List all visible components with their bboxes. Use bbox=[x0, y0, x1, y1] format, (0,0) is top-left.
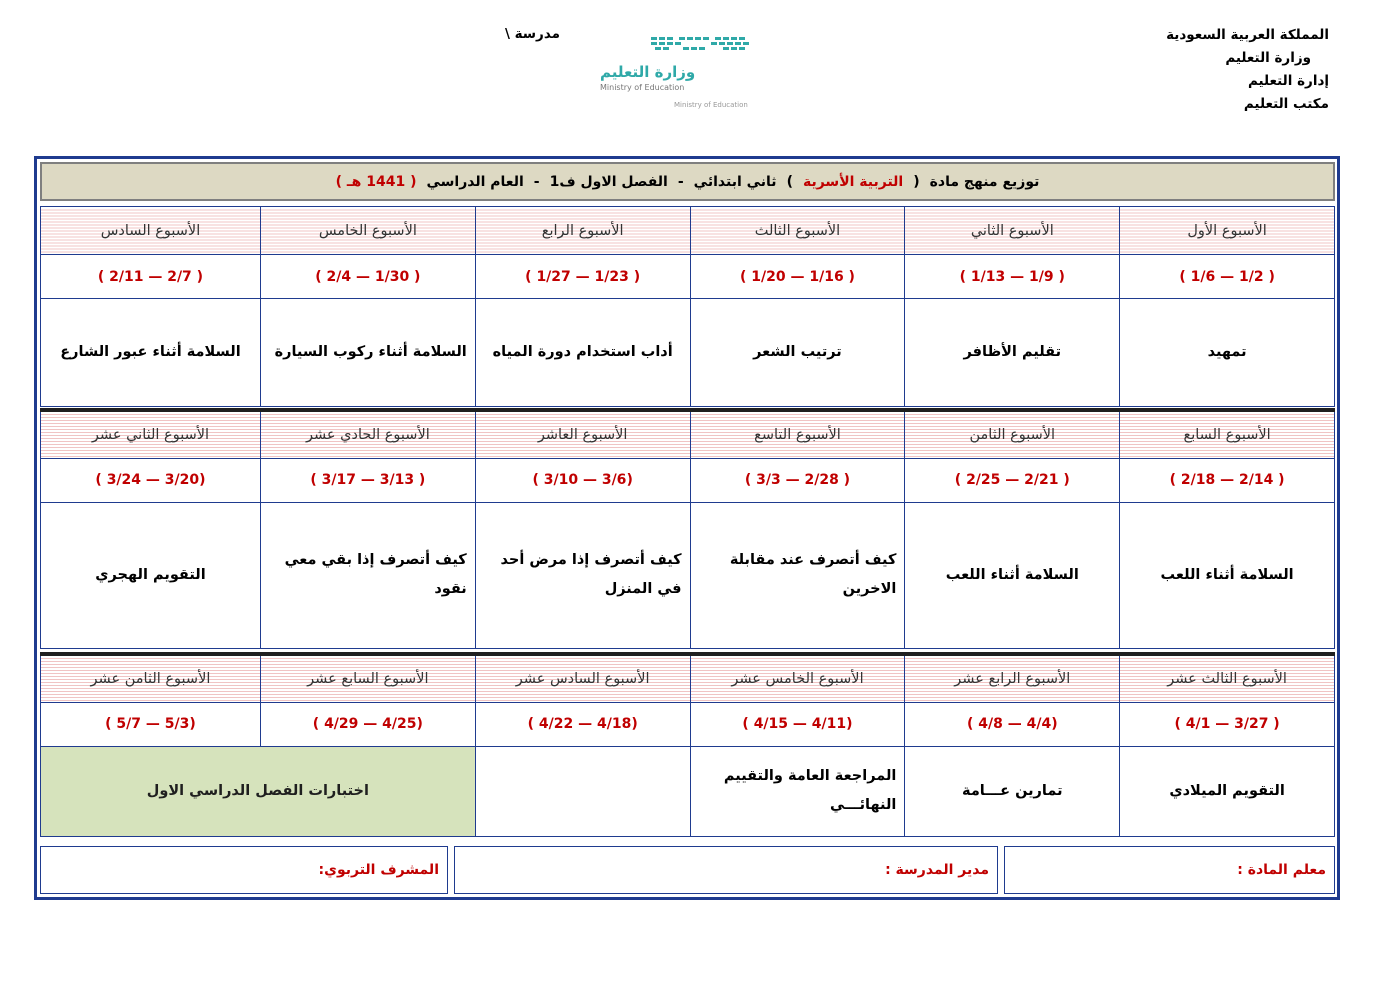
ministry-logo bbox=[596, 32, 756, 112]
week-dates: ( 2/21 — 2/25 ) bbox=[905, 458, 1120, 502]
week-topic: تقليم الأظافر bbox=[905, 299, 1120, 407]
week-topic: المراجعة العامة والتقييم النهائـــي bbox=[690, 746, 905, 836]
week-label: الأسبوع السابع عشر bbox=[260, 654, 475, 702]
week-label: الأسبوع الثالث bbox=[690, 207, 905, 255]
week-label: الأسبوع الثامن عشر bbox=[41, 654, 261, 702]
week-dates: (3/20 — 3/24 ) bbox=[41, 458, 261, 502]
week-dates: ( 2/7 — 2/11 ) bbox=[41, 255, 261, 299]
title-open: ( bbox=[913, 173, 920, 190]
header-block bbox=[1109, 24, 1329, 116]
school-label: مدرسة \ bbox=[504, 26, 560, 42]
title-dash-1: - bbox=[677, 173, 684, 190]
week-dates: ( 1/23 — 1/27 ) bbox=[475, 255, 690, 299]
week-dates: (3/6 — 3/10 ) bbox=[475, 458, 690, 502]
week-dates: (4/4 — 4/8 ) bbox=[905, 702, 1120, 746]
week-label: الأسبوع التاسع bbox=[690, 410, 905, 458]
title-year-label: العام الدراسي bbox=[426, 173, 524, 190]
week-label: الأسبوع السادس bbox=[41, 207, 261, 255]
logo-english-2: Ministry of Education bbox=[674, 101, 748, 109]
week-label: الأسبوع الثالث عشر bbox=[1120, 654, 1335, 702]
week-topic: تمارين عـــامة bbox=[905, 746, 1120, 836]
week-topic: السلامة أثناء ركوب السيارة bbox=[260, 299, 475, 407]
week-label: الأسبوع العاشر bbox=[475, 410, 690, 458]
signatures-row bbox=[40, 846, 1335, 894]
teacher-signature: معلم المادة : bbox=[1004, 846, 1335, 894]
week-topic: التقويم الهجري bbox=[41, 502, 261, 648]
week-topic: تمهيد bbox=[1120, 299, 1335, 407]
week-dates: ( 1/16 — 1/20 ) bbox=[690, 255, 905, 299]
title-grade: ثاني ابتدائي bbox=[693, 173, 777, 190]
title-close: ) bbox=[786, 173, 793, 190]
week-label: الأسبوع السادس عشر bbox=[475, 654, 690, 702]
principal-signature: مدير المدرسة : bbox=[454, 846, 998, 894]
weeks-block-3 bbox=[40, 652, 1335, 837]
weeks-block-1 bbox=[40, 206, 1335, 407]
week-topic: كيف أتصرف إذا بقي معي نقود bbox=[260, 502, 475, 648]
ministry-text: وزارة التعليم bbox=[1225, 50, 1311, 66]
title-dash-2: - bbox=[533, 173, 540, 190]
week-label: الأسبوع الثاني عشر bbox=[41, 410, 261, 458]
week-topic bbox=[475, 746, 690, 836]
week-topic: كيف أتصرف إذا مرض أحد في المنزل bbox=[475, 502, 690, 648]
week-label: الأسبوع الحادي عشر bbox=[260, 410, 475, 458]
logo-arabic: وزارة التعليم bbox=[600, 63, 696, 81]
week-label: الأسبوع الأول bbox=[1120, 207, 1335, 255]
administration-text: إدارة التعليم bbox=[1247, 73, 1329, 89]
title-prefix: توزيع منهج مادة bbox=[929, 173, 1040, 190]
office-text: مكتب التعليم bbox=[1243, 96, 1329, 112]
week-dates: ( 1/30 — 2/4 ) bbox=[260, 255, 475, 299]
week-dates: ( 1/9 — 1/13 ) bbox=[905, 255, 1120, 299]
week-topic: كيف أتصرف عند مقابلة الاخرين bbox=[690, 502, 905, 648]
week-dates: ( 1/2 — 1/6 ) bbox=[1120, 255, 1335, 299]
title-semester: الفصل الاول ف1 bbox=[549, 173, 668, 190]
week-label: الأسبوع الثاني bbox=[905, 207, 1120, 255]
weeks-block-2 bbox=[40, 408, 1335, 649]
week-dates: ( 3/27 — 4/1 ) bbox=[1120, 702, 1335, 746]
week-label: الأسبوع الرابع عشر bbox=[905, 654, 1120, 702]
week-label: الأسبوع الخامس عشر bbox=[690, 654, 905, 702]
week-dates: ( 2/28 — 3/3 ) bbox=[690, 458, 905, 502]
week-topic: السلامة أثناء اللعب bbox=[1120, 502, 1335, 648]
page-title bbox=[40, 162, 1335, 201]
week-label: الأسبوع الثامن bbox=[905, 410, 1120, 458]
week-dates: (5/3 — 5/7 ) bbox=[41, 702, 261, 746]
week-label: الأسبوع الخامس bbox=[260, 207, 475, 255]
week-topic: أداب استخدام دورة المياه bbox=[475, 299, 690, 407]
week-dates: (4/18 — 4/22 ) bbox=[475, 702, 690, 746]
logo-english: Ministry of Education bbox=[600, 83, 685, 92]
week-label: الأسبوع الرابع bbox=[475, 207, 690, 255]
week-label: الأسبوع السابع bbox=[1120, 410, 1335, 458]
week-dates: ( 3/13 — 3/17 ) bbox=[260, 458, 475, 502]
title-subject: التربية الأسرية bbox=[802, 173, 904, 190]
week-dates: ( 2/14 — 2/18 ) bbox=[1120, 458, 1335, 502]
week-dates: (4/11 — 4/15 ) bbox=[690, 702, 905, 746]
week-topic: السلامة أثناء عبور الشارع bbox=[41, 299, 261, 407]
title-year: ( 1441 هـ ) bbox=[335, 173, 417, 190]
kingdom-text: المملكة العربية السعودية bbox=[1166, 27, 1329, 43]
week-dates: (4/25 — 4/29 ) bbox=[260, 702, 475, 746]
supervisor-signature: المشرف التربوي: bbox=[40, 846, 448, 894]
week-topic: ترتيب الشعر bbox=[690, 299, 905, 407]
week-topic: التقويم الميلادي bbox=[1120, 746, 1335, 836]
exams-cell: اختبارات الفصل الدراسي الاول bbox=[41, 746, 476, 836]
week-topic: السلامة أثناء اللعب bbox=[905, 502, 1120, 648]
